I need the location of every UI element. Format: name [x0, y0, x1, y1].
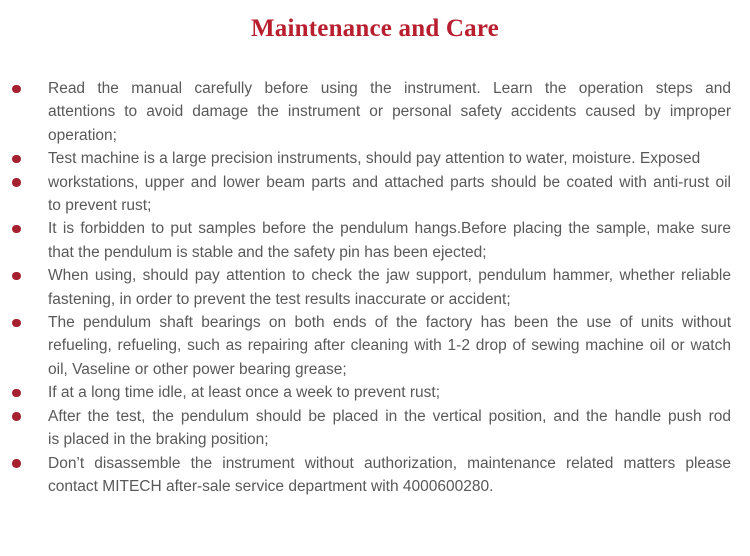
list-item: [0, 452, 750, 499]
list-item-line: contact MITECH after-sale service department with 4000600280.: [48, 477, 494, 495]
bullet-icon: [12, 272, 21, 281]
bullet-icon: [12, 155, 21, 164]
list-item-line: fastening, in order to prevent the test results inaccurate or accident;: [48, 290, 511, 308]
list-item-line: attentions to avoid damage the instrument or personal safety accidents caused by improper: [48, 103, 731, 121]
list-item-line: It is forbidden to put samples before the pendulum hangs.Before placing the sample, make sure: [48, 220, 731, 238]
list-item-line: Test machine is a large precision instruments, should pay attention to water, moisture. Exposed: [48, 150, 701, 168]
bullet-icon: [12, 412, 21, 421]
list-item: [0, 77, 750, 147]
page-title: Maintenance and Care: [251, 15, 499, 42]
bullet-icon: [12, 389, 21, 398]
list-item-line: refueling, refueling, such as repairing after cleaning with 1-2 drop of sewing machine oil or watch: [48, 337, 731, 355]
maintenance-bullet-list: [0, 77, 750, 498]
bullet-icon: [12, 225, 21, 234]
list-item-line: to prevent rust;: [48, 197, 152, 215]
list-item-line: The pendulum shaft bearings on both ends of the factory has been the use of units without: [48, 314, 731, 332]
list-item-line: workstations, upper and lower beam parts and attached parts should be coated with anti-rust oil: [48, 173, 731, 191]
list-item-line: If at a long time idle, at least once a week to prevent rust;: [48, 384, 441, 402]
list-item: [0, 381, 750, 404]
list-item: [0, 264, 750, 311]
list-item: [0, 405, 750, 452]
list-item-line: Read the manual carefully before using the instrument. Learn the operation steps and: [48, 80, 731, 97]
list-item: [0, 171, 750, 218]
list-item-line: oil, Vaseline or other power bearing grease;: [48, 360, 347, 378]
list-item-line: that the pendulum is stable and the safety pin has been ejected;: [48, 243, 487, 261]
bullet-icon: [12, 459, 21, 468]
list-item: [0, 311, 750, 381]
list-item: [0, 217, 750, 264]
list-item-line: is placed in the braking position;: [48, 431, 269, 449]
bullet-icon: [12, 319, 21, 328]
list-item-line: operation;: [48, 126, 117, 144]
list-item: [0, 147, 750, 170]
list-item-line: Don’t disassemble the instrument without authorization, maintenance related matters please: [48, 454, 731, 472]
bullet-icon: [12, 178, 21, 187]
list-item-line: After the test, the pendulum should be placed in the vertical position, and the handle push rod: [48, 407, 731, 425]
list-item-line: When using, should pay attention to check the jaw support, pendulum hammer, whether reliable: [48, 267, 731, 285]
bullet-icon: [12, 85, 21, 94]
